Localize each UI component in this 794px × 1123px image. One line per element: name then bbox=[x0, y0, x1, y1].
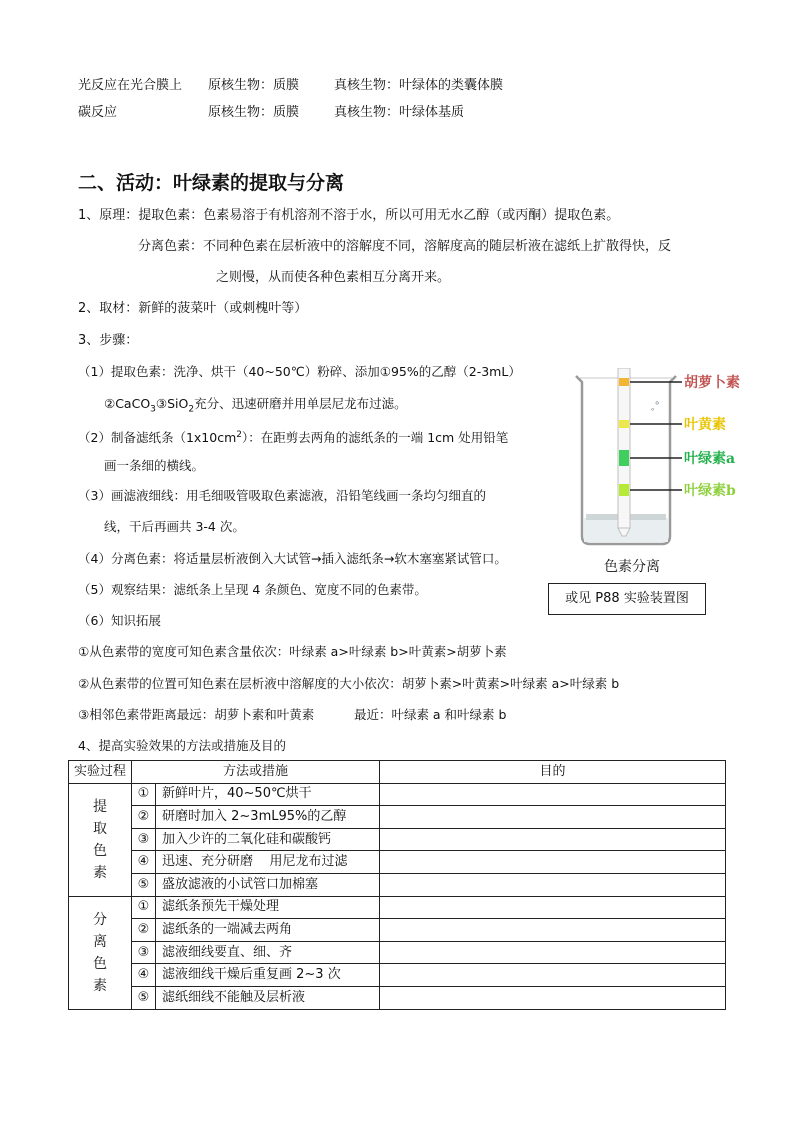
label-chlorophyll-b: 叶绿素b bbox=[684, 483, 736, 499]
row-number: ③ bbox=[132, 941, 156, 964]
material-line: 2、取材：新鲜的菠菜叶（或刺槐叶等） bbox=[78, 301, 308, 316]
method-cell: 研磨时加入 2~3mL95%的乙醇 bbox=[156, 806, 380, 829]
method-cell: 盛放滤液的小试管口加棉塞 bbox=[156, 873, 380, 896]
step-1-sio-label: ③SiO bbox=[155, 396, 189, 411]
purpose-cell[interactable] bbox=[380, 828, 726, 851]
step-4-line: （4）分离色素：将适量层析液倒入大试管→插入滤纸条→软木塞塞紧试管口。 bbox=[78, 551, 507, 566]
process-group-char: 取 bbox=[93, 820, 107, 837]
process-group-char: 色 bbox=[93, 842, 107, 859]
band-carotene bbox=[619, 378, 629, 386]
purpose-cell[interactable] bbox=[380, 964, 726, 987]
row-number: ② bbox=[132, 919, 156, 942]
section-heading: 二、活动：叶绿素的提取与分离 bbox=[78, 172, 345, 194]
figure-caption: 色素分离 bbox=[604, 559, 660, 575]
principle-line-3: 之则慢，从而使各种色素相互分离开来。 bbox=[216, 270, 451, 285]
step-1-caco-label: ②CaCO bbox=[104, 396, 151, 411]
process-group-cell bbox=[69, 783, 132, 896]
process-group-char: 素 bbox=[93, 864, 107, 881]
steps-title: 3、步骤： bbox=[78, 333, 139, 348]
row-number: ② bbox=[132, 806, 156, 829]
step-3-line-1: （3）画滤液细线：用毛细吸管吸取色素滤液，沿铅笔线画一条均匀细直的 bbox=[78, 488, 486, 503]
header-method: 方法或措施 bbox=[132, 761, 380, 784]
knowledge-line-1: ①从色素带的宽度可知色素含量依次：叶绿素 a>叶绿素 b>叶黄素>胡萝卜素 bbox=[78, 644, 507, 659]
top-line-1-col2: 原核生物：质膜 bbox=[208, 78, 300, 93]
step-6-line: （6）知识拓展 bbox=[78, 613, 161, 628]
row-number: ④ bbox=[132, 964, 156, 987]
see-also-box: 或见 P88 实验装置图 bbox=[548, 583, 706, 615]
process-group-char: 色 bbox=[93, 955, 107, 972]
step-2-line-1 bbox=[78, 426, 508, 447]
pigment-separation-figure bbox=[566, 368, 746, 578]
method-cell: 滤纸条的一端减去两角 bbox=[156, 919, 380, 942]
methods-table bbox=[68, 760, 726, 1010]
step-5-line: （5）观察结果：滤纸条上呈现 4 条颜色、宽度不同的色素带。 bbox=[78, 582, 427, 597]
table-row bbox=[69, 941, 726, 964]
purpose-cell[interactable] bbox=[380, 851, 726, 874]
method-cell: 滤液细线干燥后重复画 2~3 次 bbox=[156, 964, 380, 987]
method-cell: 滤纸条预先干燥处理 bbox=[156, 896, 380, 919]
row-number: ⑤ bbox=[132, 873, 156, 896]
table-row bbox=[69, 851, 726, 874]
table-row bbox=[69, 828, 726, 851]
process-group-cell bbox=[69, 896, 132, 1009]
band-chlorophyll-b bbox=[619, 484, 629, 496]
bubble-icon: ∘ bbox=[654, 398, 661, 409]
table-row bbox=[69, 986, 726, 1009]
top-line-2-col2: 原核生物：质膜 bbox=[208, 105, 300, 120]
step-1-line-2-rest: 充分、迅速研磨并用单层尼龙布过滤。 bbox=[194, 396, 407, 411]
step-1-caco-subscript: 3 bbox=[150, 404, 156, 415]
purpose-cell[interactable] bbox=[380, 919, 726, 942]
process-group-char: 分 bbox=[93, 911, 107, 928]
purpose-cell[interactable] bbox=[380, 783, 726, 806]
method-cell: 滤纸细线不能触及层析液 bbox=[156, 986, 380, 1009]
step-1-line-1: （1）提取色素：洗净、烘干（40~50℃）粉碎、添加①95%的乙醇（2-3mL） bbox=[78, 364, 521, 379]
purpose-cell[interactable] bbox=[380, 896, 726, 919]
knowledge-line-2: ②从色素带的位置可知色素在层析液中溶解度的大小依次：胡萝卜素>叶黄素>叶绿素 a>叶绿素 b bbox=[78, 676, 620, 691]
method-cell: 新鲜叶片，40~50℃烘干 bbox=[156, 783, 380, 806]
step-3-line-2: 线，干后再画共 3-4 次。 bbox=[104, 519, 245, 534]
principle-line-1: 1、原理：提取色素：色素易溶于有机溶剂不溶于水，所以可用无水乙醇（或丙酮）提取色素。 bbox=[78, 208, 620, 223]
label-chlorophyll-a: 叶绿素a bbox=[684, 451, 736, 467]
top-line-2-col1: 碳反应 bbox=[78, 105, 118, 120]
band-chlorophyll-a bbox=[619, 450, 629, 466]
method-cell: 滤液细线要直、细、齐 bbox=[156, 941, 380, 964]
header-process: 实验过程 bbox=[69, 761, 132, 784]
row-number: ④ bbox=[132, 851, 156, 874]
label-xanthophyll: 叶黄素 bbox=[684, 417, 726, 433]
table-row bbox=[69, 783, 726, 806]
bubble-icon: ∘ bbox=[650, 405, 656, 414]
table-title: 4、提高实验效果的方法或措施及目的 bbox=[78, 738, 286, 753]
table-row bbox=[69, 873, 726, 896]
table-row bbox=[69, 964, 726, 987]
knowledge-line-3: ③相邻色素带距离最远：胡萝卜素和叶黄素 最近：叶绿素 a 和叶绿素 b bbox=[78, 707, 507, 722]
step-2-superscript: 2 bbox=[236, 430, 242, 440]
row-number: ① bbox=[132, 896, 156, 919]
purpose-cell[interactable] bbox=[380, 806, 726, 829]
process-group-char: 素 bbox=[93, 977, 107, 994]
step-2-rest: ）：在距剪去两角的滤纸条的一端 1cm 处用铅笔 bbox=[242, 430, 509, 446]
table-row bbox=[69, 896, 726, 919]
purpose-cell[interactable] bbox=[380, 941, 726, 964]
header-purpose: 目的 bbox=[380, 761, 726, 784]
filter-paper-strip bbox=[618, 368, 630, 528]
table-row bbox=[69, 919, 726, 942]
table-row bbox=[69, 806, 726, 829]
method-cell: 迅速、充分研磨 用尼龙布过滤 bbox=[156, 851, 380, 874]
purpose-cell[interactable] bbox=[380, 873, 726, 896]
step-1-line-2 bbox=[104, 395, 407, 419]
process-group-char: 提 bbox=[93, 798, 107, 815]
band-xanthophyll bbox=[619, 420, 629, 428]
label-carotene: 胡萝卜素 bbox=[684, 375, 740, 391]
top-line-1-col1: 光反应在光合膜上 bbox=[78, 78, 183, 93]
table-header-row bbox=[69, 761, 726, 784]
principle-line-2: 分离色素：不同种色素在层析液中的溶解度不同，溶解度高的随层析液在滤纸上扩散得快，反 bbox=[138, 239, 672, 254]
row-number: ⑤ bbox=[132, 986, 156, 1009]
method-cell: 加入少许的二氧化硅和碳酸钙 bbox=[156, 828, 380, 851]
row-number: ③ bbox=[132, 828, 156, 851]
top-line-1-col3: 真核生物：叶绿体的类囊体膜 bbox=[334, 78, 504, 93]
beaker-illustration bbox=[566, 368, 746, 578]
process-group-char: 离 bbox=[93, 933, 107, 950]
top-line-2-col3: 真核生物：叶绿体基质 bbox=[334, 105, 465, 120]
step-2-line-2: 画一条细的横线。 bbox=[104, 458, 205, 473]
step-2-prefix: （2）制备滤纸条（1x10cm bbox=[78, 430, 237, 446]
step-1-sio-subscript: 2 bbox=[188, 404, 195, 415]
purpose-cell[interactable] bbox=[380, 986, 726, 1009]
row-number: ① bbox=[132, 783, 156, 806]
